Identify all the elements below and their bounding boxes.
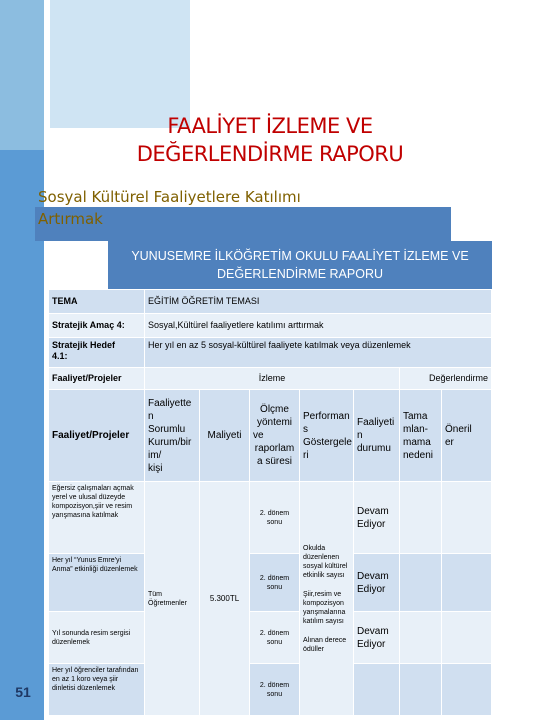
activity-name: Yıl sonunda resim sergisi düzenlemek [49, 612, 145, 664]
activity-status [354, 664, 400, 716]
col-sorumlu-6: kişi [148, 462, 163, 474]
report-table [48, 289, 492, 716]
activity-period: 2. dönem sonu [250, 554, 300, 612]
col-performans-3: Göstergele [303, 436, 352, 448]
col-sorumlu-5: im/ [148, 449, 162, 461]
col-sorumlu-4: Kurum/bir [148, 436, 192, 448]
izleme-label: İzleme [145, 368, 400, 390]
hedef-label-2: 4.1: [52, 351, 68, 361]
faaliyet-label: Faaliyet/Projeler [49, 368, 145, 390]
indicator-2: Şiir,resim ve kompozisyon yarışmalarına katılım sayısı [303, 590, 346, 625]
subtitle [38, 186, 448, 230]
col-olcme-2: yöntemi [256, 417, 292, 428]
activity-name: Her yıl “Yunus Emre'yi Anma” etkinliği düzenlemek [49, 554, 145, 612]
report-header-line-2: DEĞERLENDİRME RAPORU [217, 267, 383, 281]
amac-value: Sosyal,Kültürel faaliyetlere katılımı arttırmak [145, 314, 492, 338]
empty-cell [442, 482, 492, 554]
report-header-line-1: YUNUSEMRE İLKÖĞRETİM OKULU FAALİYET İZLEME VE [131, 249, 469, 263]
col-olcme-1: Ölçme [260, 404, 289, 415]
col-durum-3: durumu [357, 443, 391, 454]
col-durum-2: n [357, 430, 363, 441]
col-sorumlu-2: n [148, 410, 154, 422]
tema-label: TEMA [49, 290, 145, 314]
indicators-cell [300, 482, 354, 716]
activity-period: 2. dönem sonu [250, 482, 300, 554]
title-line-2: DEĞERLENDİRME RAPORU [136, 142, 404, 166]
subtitle-line-2: Artırmak [38, 210, 103, 228]
col-sorumlu-1: Faaliyette [148, 397, 192, 409]
col-performans-4: ri [303, 449, 309, 461]
col-sorumlu-3: Sorumlu [148, 423, 186, 435]
col-tamamlanmama-4: nedeni [403, 449, 434, 461]
activity-name: Eğersiz çalışmaları açmak yerel ve ulusal düzeyde kompozisyon,şiir ve resim yarışmasına katılmak [49, 482, 145, 554]
empty-cell [400, 482, 442, 554]
indicator-3: Alınan derece ödüller [303, 636, 347, 653]
col-oneriler [442, 390, 492, 482]
subtitle-line-1: Sosyal Kültürel Faaliyetlere Katılımı [38, 188, 301, 206]
col-durum [354, 390, 400, 482]
empty-cell [400, 664, 442, 716]
empty-cell [442, 554, 492, 612]
col-tamamlanmama-3: mama [403, 436, 431, 448]
col-oneriler-1: Öneril [445, 423, 472, 435]
page-title [60, 112, 480, 168]
col-tamamlanmama-2: mlan- [403, 423, 429, 435]
left-decor-top [0, 0, 44, 150]
col-olcme-4: raporlam [254, 443, 295, 454]
empty-cell [400, 554, 442, 612]
activity-status: Devam Ediyor [354, 612, 400, 664]
col-olcme [250, 390, 300, 482]
hedef-label [49, 338, 145, 368]
activity-period: 2. dönem sonu [250, 612, 300, 664]
page-number: 51 [15, 684, 31, 700]
empty-cell [442, 612, 492, 664]
degerlendirme-label: Değerlendirme [400, 368, 492, 390]
col-oneriler-2: er [445, 436, 454, 448]
title-line-1: FAALİYET İZLEME VE [167, 114, 373, 138]
hedef-value: Her yıl en az 5 sosyal-kültürel faaliyete katılmak veya düzenlemek [145, 338, 492, 368]
col-olcme-3: ve [253, 430, 264, 441]
col-performans-1: Performan [303, 410, 350, 422]
col-maliyet: Maliyeti [200, 390, 250, 482]
hedef-label-1: Stratejik Hedef [52, 340, 116, 350]
left-decor-line [44, 0, 47, 720]
col-olcme-5: a süresi [256, 456, 292, 467]
col-durum-1: Faaliyeti [357, 417, 395, 428]
col-performans-2: s [303, 423, 308, 435]
cost-cell: 5.300TL [200, 482, 250, 716]
activity-status: Devam Ediyor [354, 482, 400, 554]
col-sorumlu [145, 390, 200, 482]
tema-value: EĞİTİM ÖĞRETİM TEMASI [145, 290, 492, 314]
col-performans [300, 390, 354, 482]
amac-label: Stratejik Amaç 4: [49, 314, 145, 338]
activity-period: 2. dönem sonu [250, 664, 300, 716]
top-decor-rect [50, 0, 190, 128]
col-tamamlanmama [400, 390, 442, 482]
col-tamamlanmama-1: Tama [403, 410, 428, 422]
col-faaliyet: Faaliyet/Projeler [49, 390, 145, 482]
report-header [108, 241, 492, 289]
activity-name: Her yıl öğrenciler tarafından en az 1 koro veya şiir dinletisi düzenlemek [49, 664, 145, 716]
indicator-1: Okulda düzenlenen sosyal kültürel etkinlik sayısı [303, 544, 348, 579]
responsible-cell: Tüm Öğretmenler [145, 482, 200, 716]
activity-status: Devam Ediyor [354, 554, 400, 612]
empty-cell [442, 664, 492, 716]
empty-cell [400, 612, 442, 664]
